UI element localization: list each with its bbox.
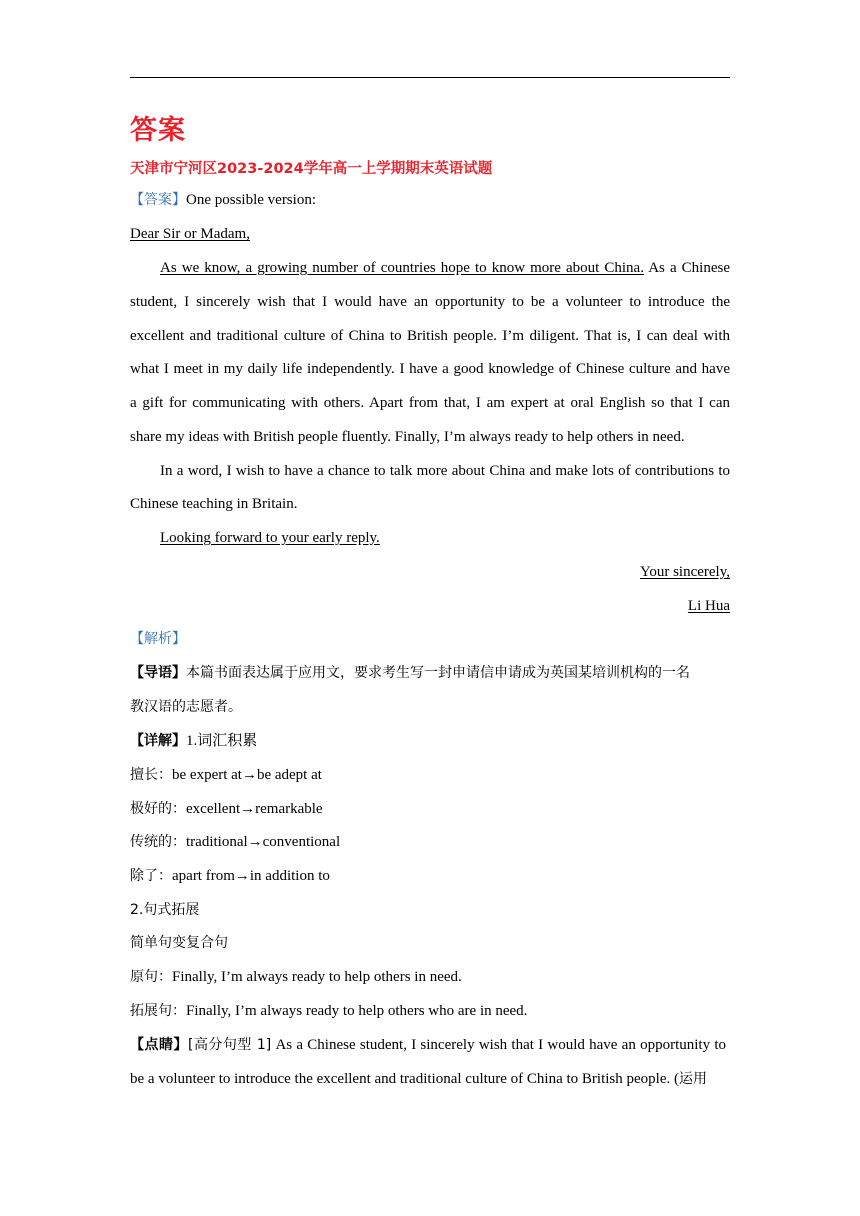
original-sentence xyxy=(130,967,462,987)
vocab-item xyxy=(130,799,323,819)
point-text2-cn: 运用 xyxy=(679,1071,707,1087)
point-text2: be a volunteer to introduce the excellent and traditional culture of China to British people. ( xyxy=(130,1071,679,1087)
letter-signoff: Your sincerely, xyxy=(640,564,730,580)
extended-label: 拓展句： xyxy=(130,1003,186,1019)
detail-tag: 【详解】 xyxy=(130,733,186,749)
letter-p1-line2: student, I sincerely wish that I would have an opportunity to be a volunteer to introduce the xyxy=(130,294,730,310)
vocab-cn: 传统的： xyxy=(130,834,186,850)
letter-p1-line4: what I meet in my daily life independently. I have a good knowledge of Chinese culture and have xyxy=(130,361,730,377)
analysis-heading xyxy=(130,629,186,649)
extended-sentence xyxy=(130,1001,527,1021)
point-text1: As a Chinese student, I sincerely wish that I would have an opportunity to xyxy=(271,1037,726,1053)
detail-head: 1.词汇积累 xyxy=(186,733,258,749)
letter-signature-name: Li Hua xyxy=(687,598,730,614)
answer-intro: One possible version: xyxy=(186,192,316,208)
point-tag: 【点睛】 xyxy=(130,1037,188,1053)
answer-intro-line xyxy=(130,190,316,210)
detail-line xyxy=(130,731,257,751)
vocab-en: excellent→remarkable xyxy=(186,801,323,817)
extended-text: Finally, I’m always ready to help others who are in need. xyxy=(186,1003,528,1019)
point-line1 xyxy=(130,1035,726,1055)
vocab-item xyxy=(130,765,322,785)
vocab-en: traditional→conventional xyxy=(186,834,341,850)
sentence-head xyxy=(130,900,199,920)
point-line2 xyxy=(130,1069,707,1089)
vocab-cn: 极好的： xyxy=(130,801,186,817)
page-title: 答案 xyxy=(130,115,186,146)
letter-p1-underlined: As we know, a growing number of countries hope to know more about China. xyxy=(160,260,644,276)
vocab-item xyxy=(130,866,330,886)
letter-p1-line6: share my ideas with British people fluently. Finally, I’m always ready to help others in need. xyxy=(130,429,685,445)
letter-p1-line3: excellent and traditional culture of China to British people. I’m diligent. That is, I can deal with xyxy=(130,328,730,344)
original-label: 原句： xyxy=(130,969,172,985)
letter-p1-line5: a gift for communicating with others. Apart from that, I am expert at oral English so that I can xyxy=(130,395,730,411)
guide-line2: 教汉语的志愿者。 xyxy=(130,699,242,715)
exam-subtitle: 天津市宁河区2023-2024学年高一上学期期末英语试题 xyxy=(130,161,493,177)
analysis-tag: 【解析】 xyxy=(130,631,186,647)
letter-p2-line1: In a word, I wish to have a chance to talk more about China and make lots of contributions to xyxy=(160,463,730,479)
guide-text: 本篇书面表达属于应用文，要求考生写一封申请信申请成为英国某培训机构的一名 xyxy=(186,665,690,681)
letter-p1-line1-rest: As a Chinese xyxy=(643,260,730,276)
guide-tag: 【导语】 xyxy=(130,665,186,681)
vocab-cn: 除了： xyxy=(130,868,172,884)
vocab-en: apart from→in addition to xyxy=(172,868,330,884)
letter-greeting: Dear Sir or Madam, xyxy=(130,226,250,242)
guide-line1 xyxy=(130,663,690,683)
vocab-cn: 擅长： xyxy=(130,767,172,783)
point-label: [高分句型 1] xyxy=(187,1037,272,1053)
letter-p1-line1 xyxy=(160,258,730,278)
answer-tag: 【答案】 xyxy=(130,192,186,208)
header-rule xyxy=(130,77,730,78)
original-text: Finally, I’m always ready to help others in need. xyxy=(172,969,462,985)
vocab-en: be expert at→be adept at xyxy=(172,767,322,783)
sentence-head-text: 2.句式拓展 xyxy=(130,902,200,918)
sentence-sub: 简单句变复合句 xyxy=(130,935,228,951)
vocab-item xyxy=(130,832,340,852)
letter-closing: Looking forward to your early reply. xyxy=(160,530,380,546)
letter-p2-line2: Chinese teaching in Britain. xyxy=(130,496,298,512)
